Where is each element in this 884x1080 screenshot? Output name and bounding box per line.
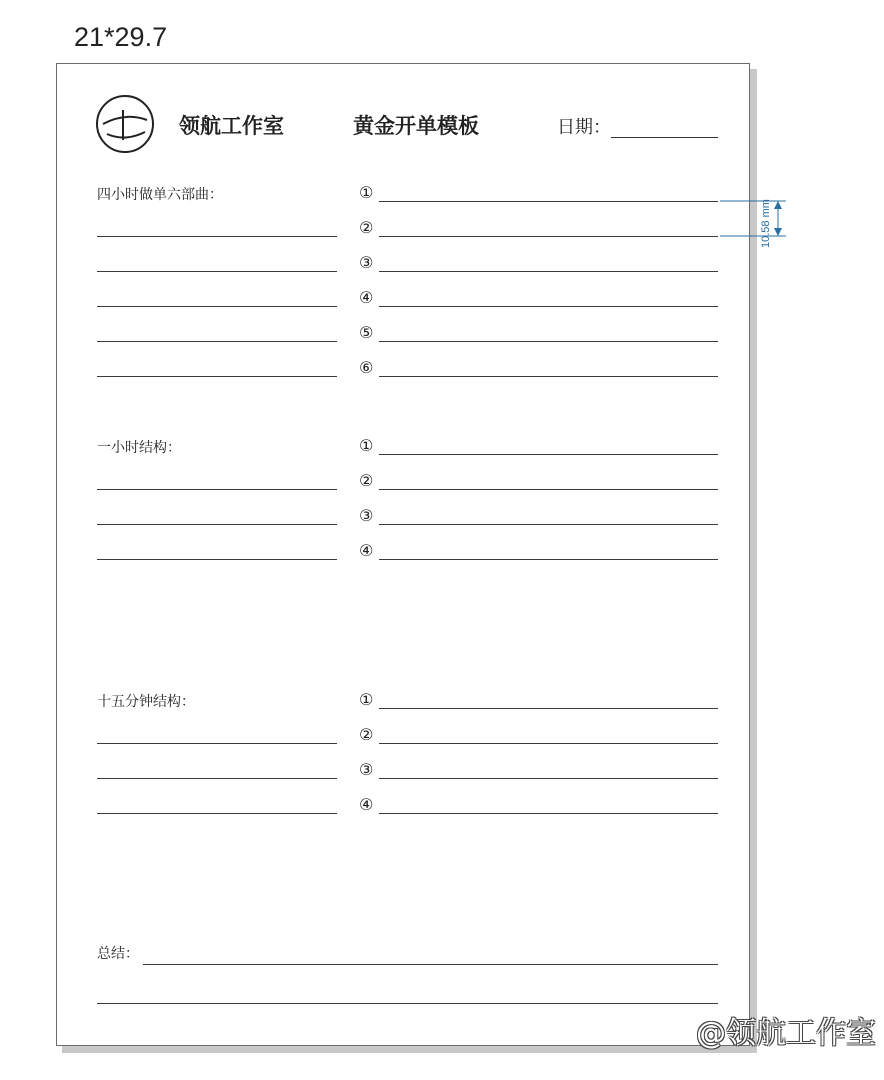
item-number: ③ bbox=[359, 506, 374, 525]
answer-line[interactable] bbox=[379, 454, 718, 455]
date-label: 日期： bbox=[557, 117, 611, 138]
answer-line[interactable] bbox=[379, 813, 718, 814]
page-size-label: 21*29.7 bbox=[74, 22, 168, 52]
answer-line[interactable] bbox=[379, 376, 718, 377]
notes-line[interactable] bbox=[97, 559, 337, 560]
notes-line[interactable] bbox=[97, 813, 337, 814]
item-number: ④ bbox=[359, 795, 374, 814]
answer-line[interactable] bbox=[379, 524, 718, 525]
notes-line[interactable] bbox=[97, 236, 337, 237]
item-number: ④ bbox=[359, 541, 374, 560]
answer-line[interactable] bbox=[379, 341, 718, 342]
dimension-label: 10.58 mm bbox=[760, 199, 772, 248]
answer-line[interactable] bbox=[379, 271, 718, 272]
item-number: ③ bbox=[359, 760, 374, 779]
section-label-four-hour: 四小时做单六部曲： bbox=[97, 187, 223, 203]
item-number: ④ bbox=[359, 288, 374, 307]
answer-line[interactable] bbox=[379, 489, 718, 490]
answer-line[interactable] bbox=[379, 708, 718, 709]
notes-line[interactable] bbox=[97, 489, 337, 490]
answer-line[interactable] bbox=[379, 778, 718, 779]
notes-line[interactable] bbox=[97, 524, 337, 525]
item-number: ① bbox=[359, 690, 374, 709]
item-number: ② bbox=[359, 218, 374, 237]
watermark: @领航工作室 bbox=[696, 1016, 876, 1051]
item-number: ① bbox=[359, 183, 374, 202]
summary-line[interactable] bbox=[143, 964, 718, 965]
answer-line[interactable] bbox=[379, 743, 718, 744]
section-label-fifteen-minute: 十五分钟结构： bbox=[97, 694, 195, 710]
item-number: ⑥ bbox=[359, 358, 374, 377]
answer-line[interactable] bbox=[379, 236, 718, 237]
notes-line[interactable] bbox=[97, 743, 337, 744]
notes-line[interactable] bbox=[97, 271, 337, 272]
notes-line[interactable] bbox=[97, 778, 337, 779]
item-number: ⑤ bbox=[359, 323, 374, 342]
notes-line[interactable] bbox=[97, 341, 337, 342]
item-number: ① bbox=[359, 436, 374, 455]
notes-line[interactable] bbox=[97, 376, 337, 377]
item-number: ② bbox=[359, 725, 374, 744]
item-number: ② bbox=[359, 471, 374, 490]
section-label-one-hour: 一小时结构： bbox=[97, 440, 181, 456]
item-number: ③ bbox=[359, 253, 374, 272]
studio-name: 领航工作室 bbox=[179, 114, 284, 138]
dimension-marker-icon bbox=[710, 180, 800, 250]
template-page bbox=[56, 63, 750, 1046]
document-title: 黄金开单模板 bbox=[353, 114, 479, 138]
answer-line[interactable] bbox=[379, 559, 718, 560]
studio-logo-icon bbox=[95, 94, 155, 154]
date-input-line[interactable] bbox=[611, 137, 718, 138]
summary-line[interactable] bbox=[97, 1003, 718, 1004]
answer-line[interactable] bbox=[379, 306, 718, 307]
summary-label: 总结： bbox=[97, 946, 139, 962]
notes-line[interactable] bbox=[97, 306, 337, 307]
answer-line[interactable] bbox=[379, 201, 718, 202]
